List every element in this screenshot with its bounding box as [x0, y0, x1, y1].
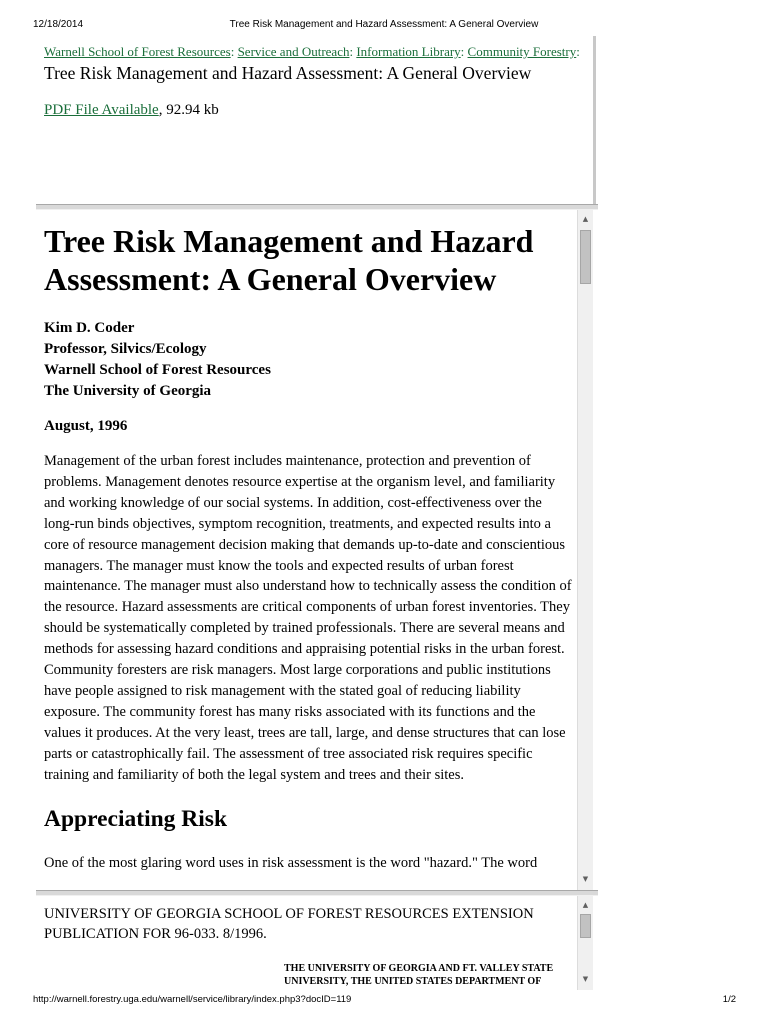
- publication-info: UNIVERSITY OF GEORGIA SCHOOL OF FOREST RESOURCES EXTENSION PUBLICATION FOR 96-033. 8/1996.: [44, 906, 534, 942]
- pdf-info: [44, 102, 219, 119]
- scroll-down-icon[interactable]: ▼: [582, 875, 589, 883]
- breadcrumb-warnell-link[interactable]: Warnell School of Forest Resources: [44, 44, 231, 59]
- breadcrumb-separator: :: [576, 44, 580, 59]
- breadcrumb-library-link[interactable]: Information Library: [356, 44, 461, 59]
- print-page-number: 1/2: [722, 994, 736, 1005]
- section-paragraph: One of the most glaring word uses in risk assessment is the word "hazard." The word: [44, 854, 538, 871]
- breadcrumb-separator: :: [349, 44, 354, 59]
- author-position: Professor, Silvics/Ecology: [44, 341, 207, 357]
- scroll-down-icon[interactable]: ▼: [582, 975, 589, 983]
- scroll-thumb[interactable]: [580, 914, 591, 938]
- author-block: [44, 318, 572, 402]
- author-name: Kim D. Coder: [44, 320, 135, 336]
- print-header: [0, 0, 768, 30]
- scroll-thumb[interactable]: [580, 230, 591, 284]
- print-date: 12/18/2014: [33, 19, 84, 30]
- institution-notice: THE UNIVERSITY OF GEORGIA AND FT. VALLEY STATE UNIVERSITY, THE UNITED STATES DEPARTMENT OF: [284, 963, 554, 987]
- print-page-title: Tree Risk Management and Hazard Assessment: A General Overview: [229, 19, 539, 30]
- author-school: Warnell School of Forest Resources: [44, 362, 271, 378]
- breadcrumb-separator: :: [460, 44, 465, 59]
- scroll-up-icon[interactable]: ▲: [582, 901, 589, 909]
- scroll-up-icon[interactable]: ▲: [582, 215, 589, 223]
- breadcrumb-separator: :: [230, 44, 235, 59]
- breadcrumb-community-forestry-link[interactable]: Community Forestry: [467, 44, 577, 59]
- intro-paragraph: Management of the urban forest includes maintenance, protection and prevention of problems. Management denotes resource expertise at the organism level, and familiarity and working knowledge of our social systems. In addition, cost-effectiveness over the long-run binds objectives, symptom recognition, treatments, and expected results into a core of resource management decision making that demands up-to-date and conscientious managers. The manager must know the tools and expected results of urban forest maintenance. The manager must also understand how to technically assess the condition of the resource. Hazard assessments are critical components of urban forest inventories. They should be systematically completed by trained professionals. There are several means and methods for assessing hazard conditions and appraising potential risks in the urban forest. Community foresters are risk managers. Most large corporations and public institutions have people assigned to risk management with the stated goal of reducing liability exposure. The community forest has many risks associated with its functions and the values it produces. At the very least, trees are tall, large, and dense structures that can lose parts or catastrophically fail. The assessment of tree associated risk requires specific training and familiarity of both the legal system and trees and their sites.: [44, 453, 572, 783]
- publication-date: August, 1996: [44, 418, 128, 434]
- print-footer: [0, 992, 768, 1012]
- section-heading: Appreciating Risk: [44, 805, 228, 832]
- top-frame: [36, 36, 596, 204]
- author-university: The University of Georgia: [44, 383, 212, 399]
- main-frame: [36, 210, 596, 890]
- bottom-frame: [36, 896, 596, 990]
- print-url: http://warnell.forestry.uga.edu/warnell/service/library/index.php3?docID=119: [33, 994, 352, 1005]
- main-scrollbar[interactable]: [577, 210, 593, 890]
- main-content: [44, 210, 572, 873]
- breadcrumb-service-link[interactable]: Service and Outreach: [237, 44, 350, 59]
- breadcrumb: [44, 44, 580, 60]
- pdf-file-link[interactable]: PDF File Available: [44, 102, 159, 118]
- pdf-file-size: , 92.94 kb: [158, 102, 219, 118]
- document-title: Tree Risk Management and Hazard Assessment: A General Overview: [44, 223, 534, 297]
- top-frame-title: Tree Risk Management and Hazard Assessment: A General Overview: [44, 63, 532, 83]
- bottom-scrollbar[interactable]: [577, 896, 593, 990]
